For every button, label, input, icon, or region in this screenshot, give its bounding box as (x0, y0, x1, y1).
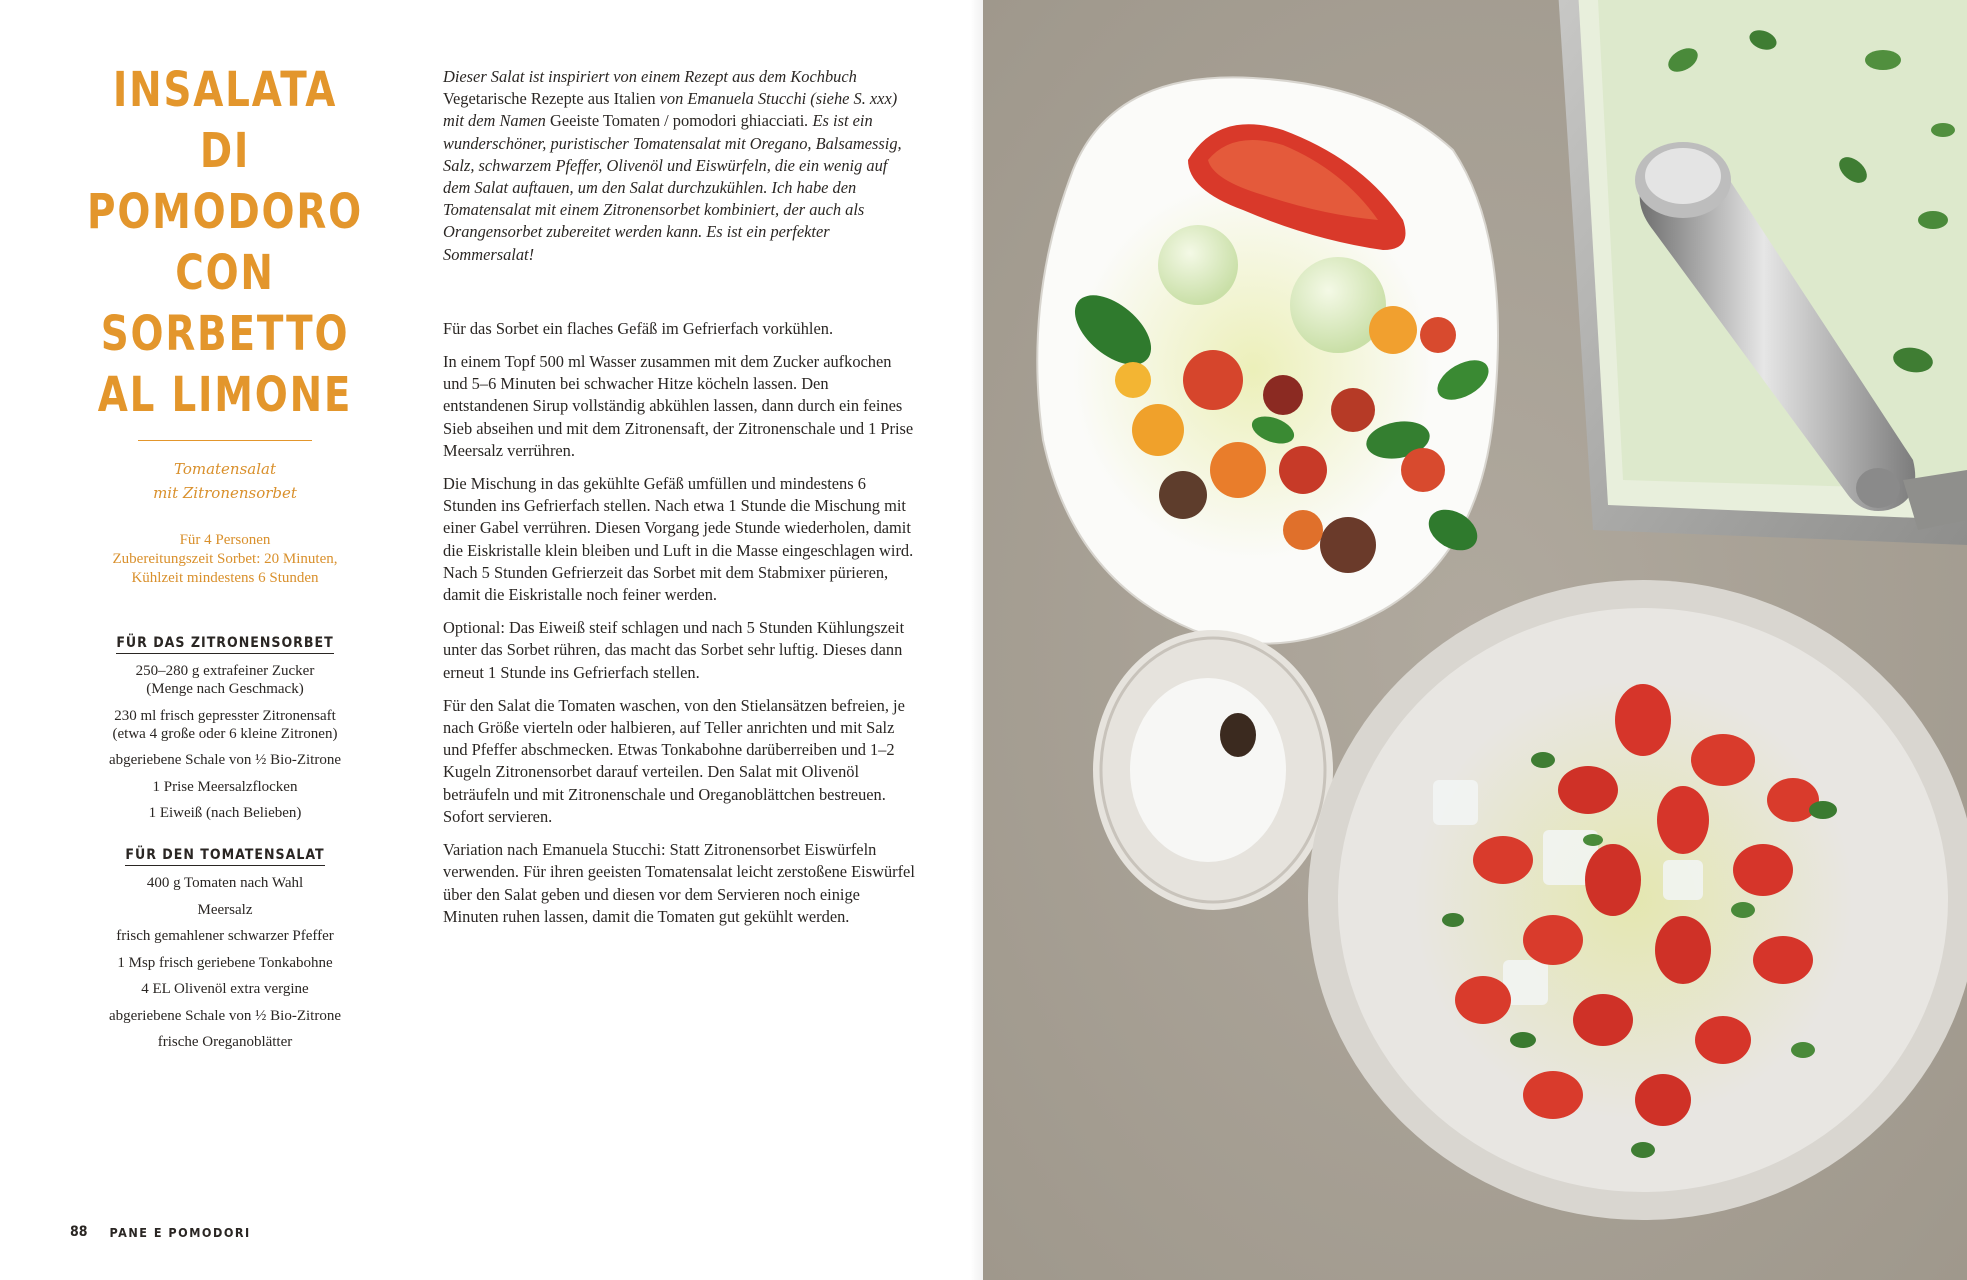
ingredient-line: abgeriebene Schale von ½ Bio-Zitrone (108, 752, 341, 768)
method-steps (443, 318, 918, 928)
ingredient-item (60, 804, 390, 822)
ingredient-item (60, 778, 390, 796)
title-line: DI POMODORO (87, 123, 363, 240)
running-head: PANE E POMODORI (109, 1224, 251, 1240)
ingredient-item (60, 751, 390, 769)
method-paragraph: Variation nach Emanuela Stucchi: Statt Zitronensorbet Eiswürfeln verwenden. Für ihren geeisten Tomatensalat leicht zerstoßene Eiswürfel über den Salat geben und diesen vor dem Servieren noch einige Minuten ruhen lassen, damit die Tomaten gut gekühlt werden. (443, 840, 915, 926)
ingredient-item (60, 927, 390, 945)
ingredient-line: 1 Prise Meersalzflocken (152, 778, 298, 795)
subtitle-line: mit Zitronensorbet (153, 484, 297, 502)
page-footer (70, 1224, 251, 1240)
serving-info (60, 531, 390, 588)
ingredient-line: 1 Eiweiß (nach Belieben) (148, 805, 302, 821)
ingredient-line: 250–280 g extrafeiner Zucker (135, 663, 315, 679)
ingredient-line: 4 EL Olivenöl extra vergine (141, 981, 309, 997)
title-line: INSALATA (112, 62, 338, 118)
upper-plate (1037, 77, 1498, 643)
intro-run: . Es ist ein wunderschöner, puristischer Tomatensalat mit Oregano, Balsamessig, Salz, schwarzem Pfeffer, Olivenöl und Eiswürfeln, die ein wenig auf dem Salat auftauen, um den Salat durchzukühlen. Ich habe den Tomatensalat mit einem Zitronensorbet kombiniert, der auch als Orangensorbet zubereitet werden kann. Es ist ein perfekter Sommersalat! (443, 111, 902, 264)
ingredient-line: Meersalz (197, 901, 253, 918)
ingredient-item (60, 1007, 390, 1025)
ingredient-item (60, 874, 390, 892)
lower-plate (1308, 580, 1967, 1220)
title-divider (138, 440, 312, 441)
ingredient-item (60, 980, 390, 998)
method-paragraph: Für das Sorbet ein flaches Gefäß im Gefrierfach vorkühlen. (443, 318, 834, 338)
ingredient-note: (Menge nach Geschmack) (146, 681, 304, 697)
ingredient-line: 400 g Tomaten nach Wahl (146, 875, 304, 891)
title-column (60, 60, 390, 1060)
salad-ingredients (60, 844, 390, 1051)
title-line: AL LIMONE (97, 367, 353, 423)
ingredient-item (60, 707, 390, 743)
subtitle-line: Tomatensalat (173, 460, 276, 478)
body-text-column (443, 66, 918, 939)
recipe-title (77, 60, 374, 426)
ingredient-list (60, 874, 390, 1051)
intro-paragraph (443, 66, 918, 266)
photo-illustration (983, 0, 1967, 1280)
sorbet-ingredients (60, 632, 390, 822)
food-photograph (983, 0, 1967, 1280)
method-paragraph: Die Mischung in das gekühlte Gefäß umfüllen und mindestens 6 Stunden ins Gefrierfach stellen. Nach etwa 1 Stunde die Mischung mit einer Gabel verrühren. Diesen Vorgang jede Stunde wiederholen, damit die Eiskristalle klein bleiben und Luft in die Masse eingeschlagen wird. Nach 5 Stunden Gefrierzeit das Sorbet mit dem Stabmixer pürieren, damit die Eiskristalle noch feiner werden. (443, 474, 914, 605)
intro-run: Dieser Salat ist inspiriert von einem Rezept aus dem Kochbuch (443, 67, 857, 86)
intro-run: Geeiste Tomaten / pomodori ghiacciati (549, 111, 805, 131)
serving-line: Kühlzeit mindestens 6 Stunden (131, 570, 319, 586)
ingredient-line: frisch gemahlener schwarzer Pfeffer (116, 928, 334, 944)
ingredients-heading: FÜR DEN TOMATENSALAT (125, 847, 324, 866)
method-paragraph: Optional: Das Eiweiß steif schlagen und nach 5 Stunden Kühlungszeit unter das Sorbet rühren, das macht das Sorbet sehr luftig. Dieses dann erneut 1 Stunde ins Gefrierfach stellen. (443, 618, 905, 682)
ingredient-line: frische Oreganoblätter (157, 1034, 293, 1050)
recipe-subtitle (60, 457, 390, 505)
method-paragraph: Für den Salat die Tomaten waschen, von den Stielansätzen befreien, je nach Größe vierteln oder halbieren, auf Teller anrichten und mit Salz und Pfeffer abschmecken. Etwas Tonkabohne darüberreiben und 1–2 Kugeln Zitronensorbet darauf verteilen. Den Salat mit Olivenöl beträufeln und mit Zitronenschale und Oreganoblättchen bestreuen. Sofort servieren. (443, 695, 905, 826)
ingredient-line: 230 ml frisch gepresster Zitronensaft (114, 707, 336, 724)
ingredients-heading: FÜR DAS ZITRONENSORBET (116, 635, 333, 654)
method-paragraph: In einem Topf 500 ml Wasser zusammen mit dem Zucker aufkochen und 5–6 Minuten bei schwacher Hitze köcheln lassen. Den entstandenen Sirup vollständig abkühlen lassen, dann durch ein feines Sieb abseihen und mit dem Zitronensaft, der Zitronenschale und 1 Prise Meersalz verrühren. (443, 352, 914, 460)
intro-run: Vegetarische Rezepte aus Italien (443, 89, 660, 109)
ingredient-item (60, 901, 390, 919)
ingredient-line: 1 Msp frisch geriebene Tonkabohne (117, 954, 333, 971)
ingredient-line: abgeriebene Schale von ½ Bio-Zitrone (108, 1007, 341, 1024)
ingredient-item (60, 662, 390, 698)
serving-line: Für 4 Personen (179, 532, 271, 548)
ingredient-item (60, 1033, 390, 1051)
ingredient-item (60, 954, 390, 972)
serving-line: Zubereitungszeit Sorbet: 20 Minuten, (112, 551, 338, 567)
title-line: CON SORBETTO (100, 245, 350, 362)
salt-bowl (1093, 630, 1333, 910)
intro-run: von Emanuela Stucchi (siehe S. xxx) mit dem Namen (443, 89, 898, 131)
page-number: 88 (70, 1224, 88, 1240)
ingredient-note: (etwa 4 große oder 6 kleine Zitronen) (112, 725, 338, 742)
text-page (0, 0, 982, 1280)
sorbet-tin (1558, 0, 1967, 545)
ingredient-list (60, 662, 390, 822)
book-gutter (970, 0, 984, 1280)
